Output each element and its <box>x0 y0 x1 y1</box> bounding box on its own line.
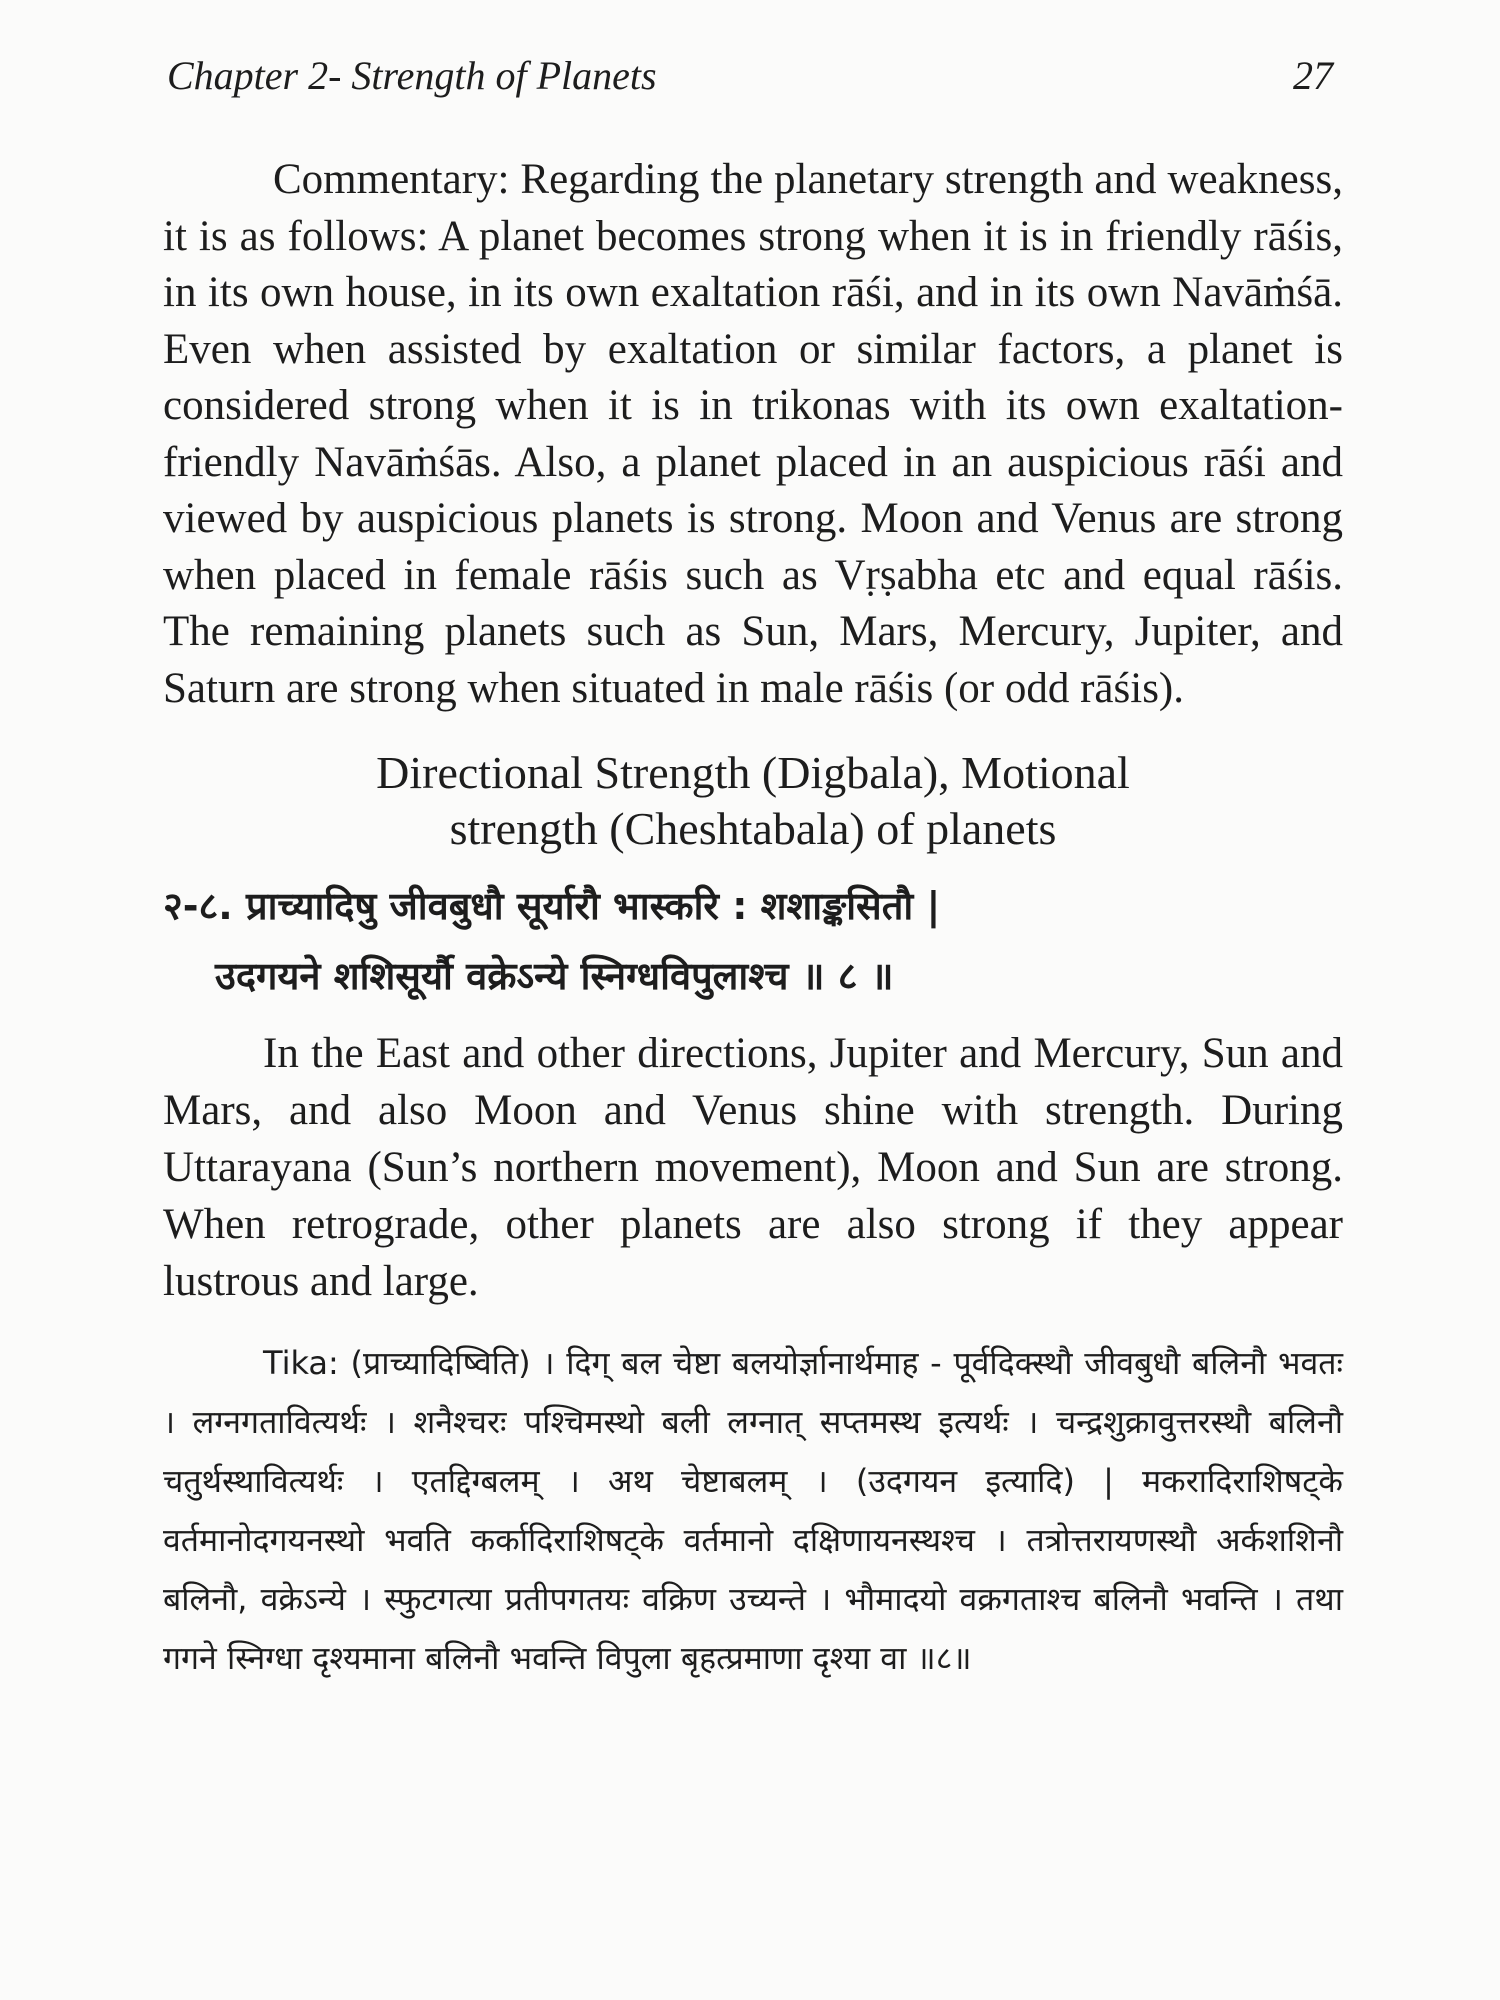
section-heading-line-1: Directional Strength (Digbala), Motional <box>376 747 1130 798</box>
verse-line-1: २-८. प्राच्यादिषु जीवबुधौ सूर्यारौ भास्करि : शशाङ्कसितौ | <box>163 884 941 928</box>
tika-paragraph: Tika: (प्राच्यादिष्विति) । दिग् बल चेष्टा बलयोर्ज्ञानार्थमाह - पूर्वदिक्स्थौ जीवबुधौ बलिनौ भवतः । लग्नगतावित्यर्थः । शनैश्चरः पश्चिमस्थो बली लग्नात् सप्तमस्थ इत्यर्थः । चन्द्रशुक्रावुत्तरस्थौ बलिनौ चतुर्थस्थावित्यर्थः । एतद्दिग्बलम् । अथ चेष्टाबलम् । (उदगयन इत्यादि) | मकरादिराशिषट्के वर्तमानोदगयनस्थो भवति कर्कादिराशिषट्के वर्तमानो दक्षिणायनस्थश्च । तत्रोत्तरायणस्थौ अर्कशशिनौ बलिनौ, वक्रेऽन्ये । स्फुटगत्या प्रतीपगतयः वक्रिण उच्यन्ते । भौमादयो वक्रगताश्च बलिनौ भवन्ति । तथा गगने स्निग्धा दृश्यमाना बलिनौ भवन्ति विपुला बृहत्प्रमाणा दृश्या वा ॥८॥ <box>163 1344 1343 1677</box>
chapter-title: Chapter 2- Strength of Planets <box>167 53 657 98</box>
page-body <box>163 152 1343 1688</box>
translation-paragraph: In the East and other directions, Jupiter and Mercury, Sun and Mars, and also Moon and Venus shine with strength. During Uttarayana (Sun’s northern movement), Moon and Sun are strong. When retrograde, other planets are also strong if they appear lustrous and large. <box>163 1030 1343 1305</box>
sanskrit-verse <box>163 871 1343 1011</box>
running-header <box>167 52 1333 112</box>
page-number: 27 <box>1293 53 1333 98</box>
section-heading <box>163 745 1343 857</box>
commentary-paragraph: Commentary: Regarding the planetary strength and weakness, it is as follows: A planet becomes strong when it is in friendly rāśis, in its own house, in its own exaltation rāśi, and in its own Navāṁśā. Even when assisted by exaltation or similar factors, a planet is considered strong when it is in trikonas with its own exaltation-friendly Navāṁśās. Also, a planet placed in an auspicious rāśi and viewed by auspicious planets is strong. Moon and Venus are strong when placed in female rāśis such as Vṛṣabha etc and equal rāśis. The remaining planets such as Sun, Mars, Mercury, Jupiter, and Saturn are strong when situated in male rāśis (or odd rāśis). <box>163 156 1343 712</box>
section-heading-line-2: strength (Cheshtabala) of planets <box>449 803 1057 854</box>
verse-line-2: उदगयने शशिसूर्यौ वक्रेऽन्ये स्निग्धविपुलाश्च ॥ ८ ॥ <box>215 954 894 998</box>
